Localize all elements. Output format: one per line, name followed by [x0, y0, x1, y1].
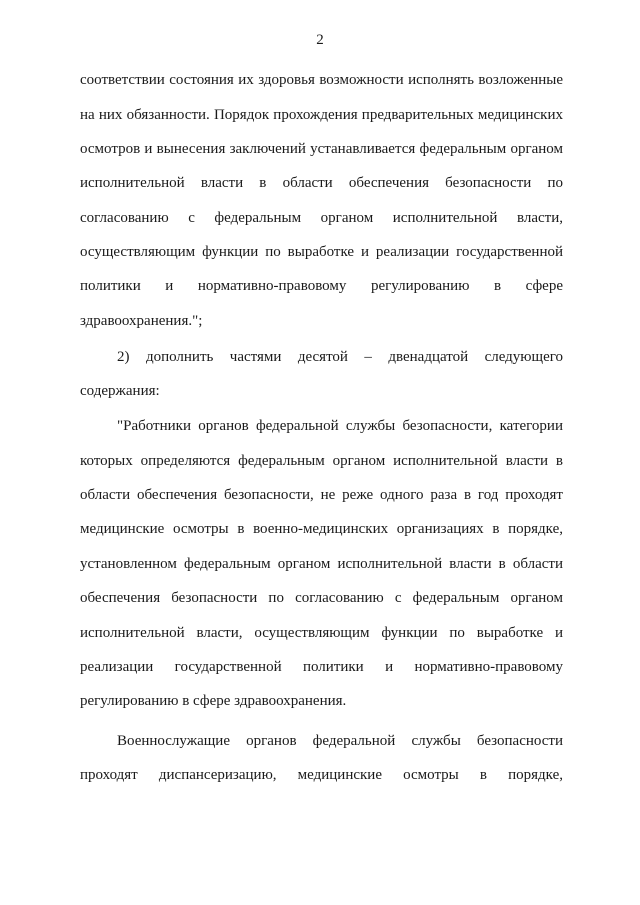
text-line: согласованию с федеральным органом исполнительной власти,: [80, 210, 563, 226]
text-line: реализации государственной политики и нормативно-правовому: [80, 659, 563, 675]
text-line: медицинские осмотры в военно-медицинских организациях в порядке,: [80, 521, 563, 537]
page-number: 2: [316, 32, 324, 48]
text-line: "Работники органов федеральной службы безопасности, категории: [117, 418, 563, 434]
text-line: установленном федеральным органом исполнительной власти в области: [80, 556, 563, 572]
text-line: области обеспечения безопасности, не реже одного раза в год проходят: [80, 487, 563, 503]
text-line: на них обязанности. Порядок прохождения предварительных медицинских: [80, 107, 563, 123]
text-line: осуществляющим функции по выработке и реализации государственной: [80, 244, 563, 260]
text-line: Военнослужащие органов федеральной службы безопасности: [117, 733, 563, 749]
text-line: которых определяются федеральным органом исполнительной власти в: [80, 453, 563, 469]
text-line: осмотров и вынесения заключений устанавливается федеральным органом: [80, 141, 563, 157]
text-line: содержания:: [80, 383, 160, 399]
text-line: соответствии состояния их здоровья возможности исполнять возложенные: [80, 72, 563, 88]
text-line: политики и нормативно-правовому регулированию в сфере: [80, 278, 563, 294]
text-line: обеспечения безопасности по согласованию с федеральным органом: [80, 590, 563, 606]
text-line: исполнительной власти в области обеспечения безопасности по: [80, 175, 563, 191]
text-line: 2) дополнить частями десятой – двенадцатой следующего: [117, 349, 563, 365]
text-line: исполнительной власти, осуществляющим функции по выработке и: [80, 625, 563, 641]
text-line: здравоохранения.";: [80, 313, 203, 329]
text-line: регулированию в сфере здравоохранения.: [80, 693, 347, 709]
text-line: проходят диспансеризацию, медицинские осмотры в порядке,: [80, 767, 563, 783]
